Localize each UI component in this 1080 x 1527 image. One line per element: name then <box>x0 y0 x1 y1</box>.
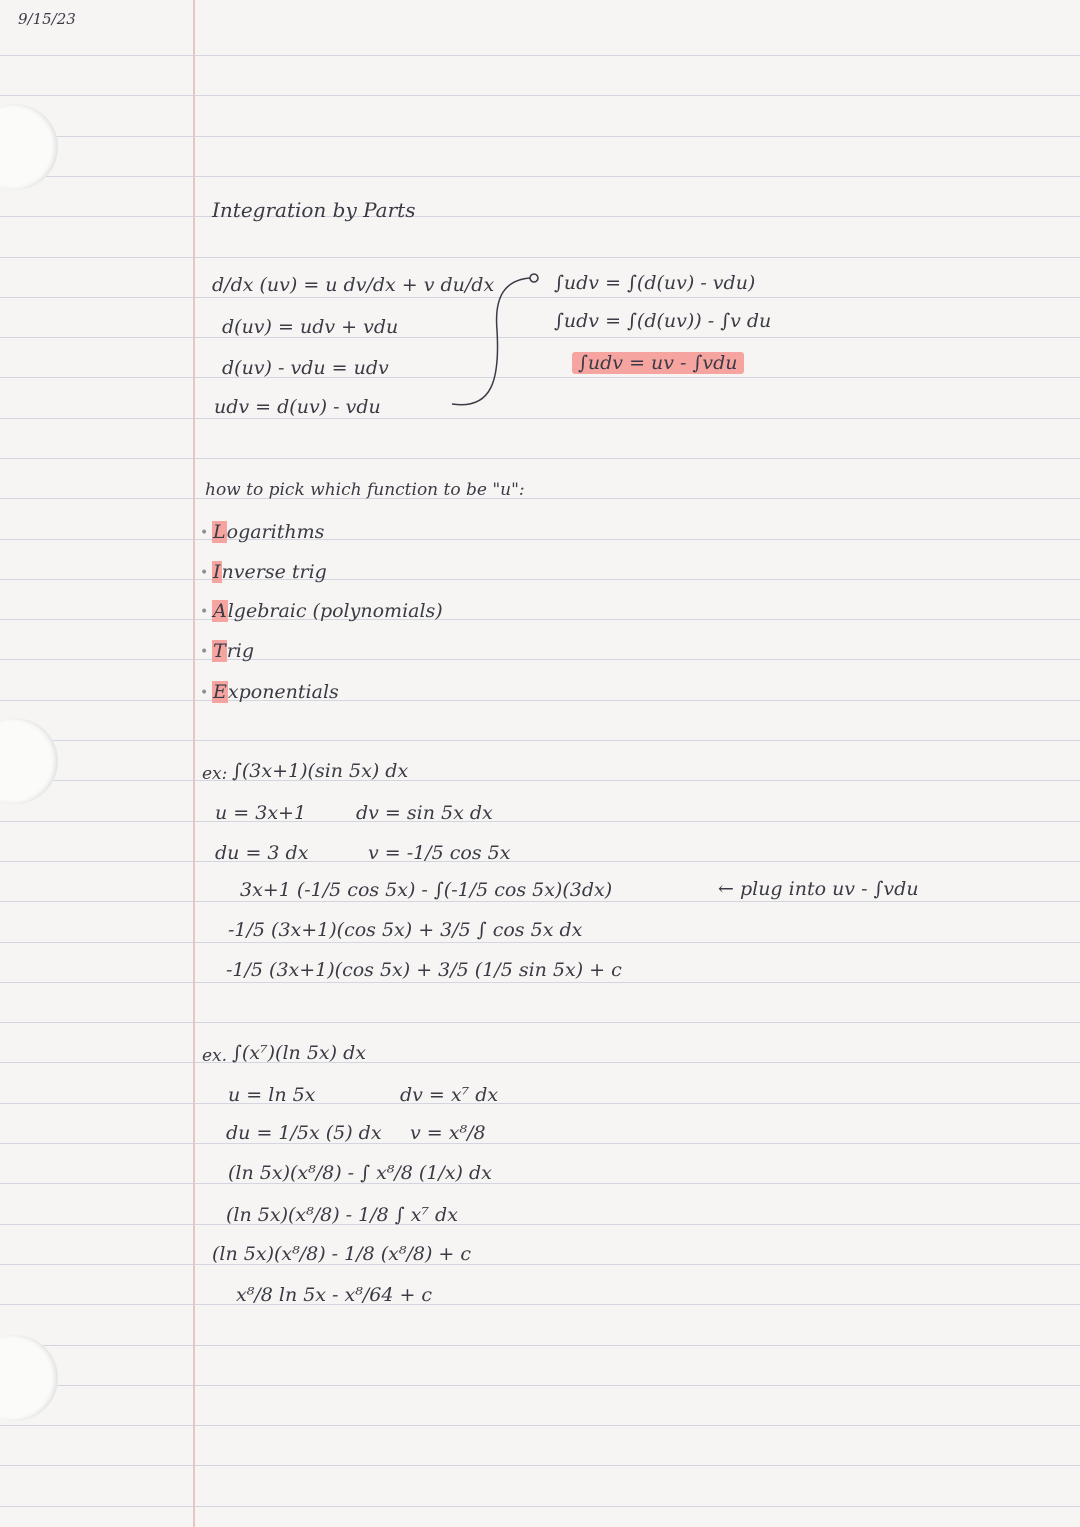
example-2-dv: dv = x⁷ dx <box>400 1084 499 1106</box>
pick-u-heading: how to pick which function to be "u": <box>205 480 525 500</box>
example-1-dv: dv = sin 5x dx <box>356 802 493 824</box>
bullet-dot: • <box>200 565 209 581</box>
example-1-step-2: -1/5 (3x+1)(cos 5x) + 3/5 ∫ cos 5x dx <box>228 919 583 941</box>
liate-letter-a: A <box>213 600 227 622</box>
liate-exponentials <box>212 681 339 703</box>
liate-letter-l: L <box>213 521 226 543</box>
derivation-line-2: d(uv) = udv + vdu <box>222 316 399 338</box>
liate-algebraic <box>212 600 443 622</box>
liate-rest-a: lgebraic (polynomials) <box>227 600 443 622</box>
liate-trig <box>212 640 254 662</box>
bullet-dot: • <box>200 604 209 620</box>
example-1-step-3: -1/5 (3x+1)(cos 5x) + 3/5 (1/5 sin 5x) + c <box>226 959 622 981</box>
example-2-u: u = ln 5x <box>228 1084 316 1106</box>
bullet-dot: • <box>200 525 209 541</box>
liate-rest-i: nverse trig <box>221 561 327 583</box>
integration-by-parts-formula: ∫udv = uv - ∫vdu <box>572 352 744 374</box>
derivation-line-3: d(uv) - vdu = udv <box>222 357 389 379</box>
example-2-integral: ∫(x⁷)(ln 5x) dx <box>232 1042 366 1064</box>
integral-line-1: ∫udv = ∫(d(uv) - vdu) <box>554 272 756 294</box>
liate-rest-t: rig <box>226 640 255 662</box>
example-2-du: du = 1/5x (5) dx <box>226 1122 382 1144</box>
example-1-label: ex: <box>202 764 228 784</box>
liate-inverse-trig <box>212 561 327 583</box>
bullet-dot: • <box>200 685 209 701</box>
example-2-step-4: x⁸/8 ln 5x - x⁸/64 + c <box>236 1284 433 1306</box>
liate-rest-e: xponentials <box>227 681 339 703</box>
derivation-line-4: udv = d(uv) - vdu <box>214 396 381 418</box>
integral-line-2: ∫udv = ∫(d(uv)) - ∫v du <box>554 310 772 332</box>
example-1-v: v = -1/5 cos 5x <box>368 842 511 864</box>
example-1-integral: ∫(3x+1)(sin 5x) dx <box>232 760 409 782</box>
bullet-dot: • <box>200 644 209 660</box>
liate-letter-e: E <box>213 681 227 703</box>
example-2-step-1: (ln 5x)(x⁸/8) - ∫ x⁸/8 (1/x) dx <box>228 1162 492 1184</box>
example-2-v: v = x⁸/8 <box>410 1122 486 1144</box>
example-1-du: du = 3 dx <box>215 842 309 864</box>
derivation-line-1: d/dx (uv) = u dv/dx + v du/dx <box>212 274 495 296</box>
example-1-note: ← plug into uv - ∫vdu <box>718 878 919 900</box>
liate-letter-t: T <box>213 640 226 662</box>
example-1-step-1: 3x+1 (-1/5 cos 5x) - ∫(-1/5 cos 5x)(3dx) <box>240 879 613 901</box>
example-2-step-2: (ln 5x)(x⁸/8) - 1/8 ∫ x⁷ dx <box>226 1204 458 1226</box>
page-title: Integration by Parts <box>212 198 416 222</box>
example-1-u: u = 3x+1 <box>215 802 307 824</box>
liate-rest-l: ogarithms <box>226 521 325 543</box>
liate-logarithms <box>212 521 324 543</box>
liate-letter-i: I <box>213 561 221 583</box>
example-2-step-3: (ln 5x)(x⁸/8) - 1/8 (x⁸/8) + c <box>212 1243 472 1265</box>
example-2-label: ex. <box>202 1046 228 1066</box>
page-date: 9/15/23 <box>18 10 76 28</box>
